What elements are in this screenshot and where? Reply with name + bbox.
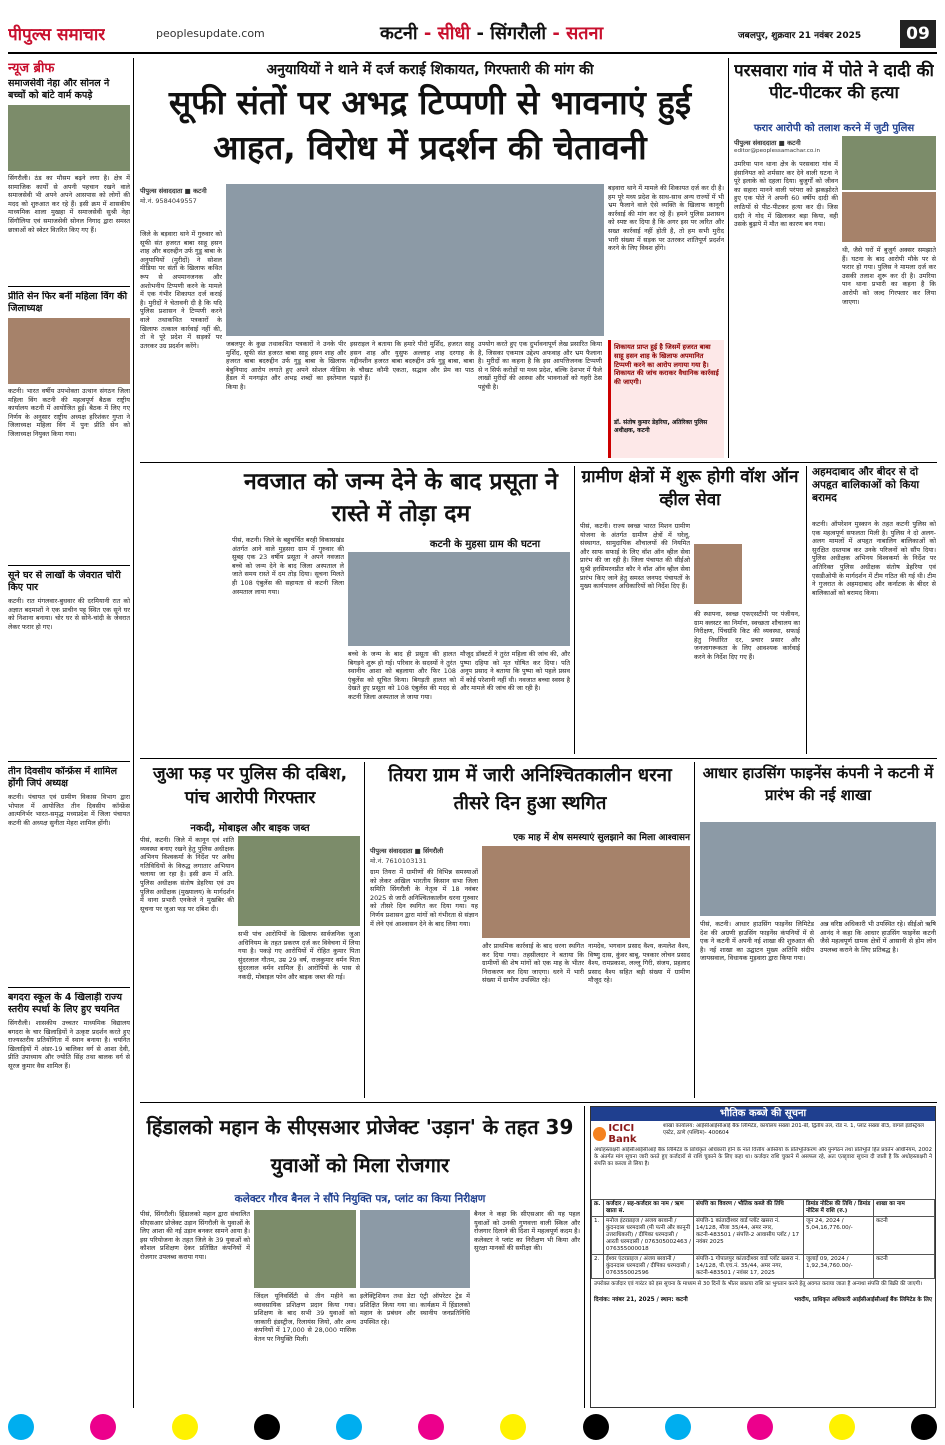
hindalco-body-4: बैनल ने कहा कि सीएसआर की यह पहल युवाओं को उनकी गुणवत्ता वाली स्किल और रोजगार दिलाने की दिशा में महत्वपूर्ण कदम है। कलेक्टर ने प्लांट का निरीक्षण भी किया और सुरक्षा मानकों की समीक्षा की।	[474, 1210, 580, 1253]
lead-quote-box	[608, 340, 724, 458]
color-registration-bar	[8, 1414, 937, 1440]
right-top-photo-2	[842, 192, 936, 242]
lead-body-3: इसराइल ने बताया कि हमारे पीरो मुर्शिद, हजरत साहू हसन शाह और युसुफ अल्लाह शाह दरगाह के गद्दीनशीन हजरत बाबा बदरुद्दीन उर्फ गुडू बाबा, बाबा के चौखट कौमी एकता, सद्भाव और प्रेम का पाठ पढ़ाते हैं।	[350, 340, 474, 383]
aadhar-headline: आधार हाउसिंग फाइनेंस कंपनी ने कटनी में प्रारंभ की नई शाखा	[702, 764, 934, 804]
news-brief-label: न्यूज ब्रीफ	[8, 61, 55, 76]
black-swatch-icon	[911, 1414, 937, 1440]
dateline: जबलपुर, शुक्रवार 21 नवंबर 2025	[738, 31, 862, 41]
brief-body-1: सिंगरौली। ठंड का मौसम बढ़ने लगा है। क्षेत्र में सामाजिक कार्यों से अपनी पहचान रखने वाले समाजसेवी भी अपने अपने आसपास को लोगों की मदद को शुरुआत कर रहे हैं। इसी क्रम में शासकीय माध्यमिक शाला मुखहा में समाजसेवी सुश्री नेहा सिंगौलिया एवं समाजसेवी सोनल निगाद द्वारा समस्त छात्राओं को स्वेटर वितरित किए गए हैं।	[8, 174, 130, 234]
gambling-body-1: पीसं, कटनी। जिले में कानून एवं शांति व्यवस्था बनाए रखने हेतु पुलिस अधीक्षक अभिनय विश्वकर्मा के निर्देश पर अवैध गतिविधियों के विरुद्ध लगातार अभियान चलाया जा रहा है। इसी क्रम में अति. पुलिस अधीक्षक संतोष डेहरिया एवं उप पुलिस अधीक्षक (मुख्यालय) के मार्गदर्शन में थाना प्रभारी एनकेजे ने मुखबिर की सूचना पर जुआ फड़ पर दबिश दी।	[140, 836, 234, 913]
lead-mobile: मो.नं. 9584049557	[140, 197, 197, 205]
newborn-subhead: कटनी के मुहसा ग्राम की घटना	[429, 539, 541, 550]
brief-title-5: बगदरा स्कूल के 4 खिलाड़ी राज्य स्तरीय स्पर्धा के लिए हुए चयनित	[8, 992, 123, 1015]
aadhar-photo	[700, 822, 936, 916]
right-top-email[interactable]: editor@peoplessamachar.co.in	[734, 148, 821, 154]
notice-col-5: शाखा का नाम	[874, 1200, 935, 1217]
newborn-body-1: पीसं, कटनी। जिले के बहुचर्चित बरही विकासखंड अंतर्गत आने वाले मुहसरा ग्राम में गुरुवार की सुबह एक 23 वर्षीय प्रसूता ने अपने नवजात बच्चे को जन्म देने के बाद जिला अस्पताल ले जाते समय रास्ते में दम तोड़ दिया। सूचना मिलते ही 108 एंबुलेंस की सहायता से कटनी जिला अस्पताल लाया गया।	[232, 536, 344, 596]
brief-photo-1	[8, 105, 130, 171]
aadhar-body-1: पीसं, कटनी। आधार हाउसिंग फाइनेंस लिमिटेड देश की अग्रणी हाउसिंग फाइनेंस कंपनियों में से एक ने कटनी में अपनी नई शाखा की शुरुआत की है। नई शाखा का उद्घाटन मुख्य अतिथि संदीप जायसवाल, विधायक मुड़वारा द्वारा किया गया।	[700, 920, 814, 963]
paper-name: पीपुल्स समाचार	[8, 25, 106, 45]
magenta-swatch-icon	[747, 1414, 773, 1440]
tiyara-subhead: एक माह में शेष समस्याएं सुलझाने का मिला आश्वासन	[513, 833, 690, 843]
yellow-swatch-icon	[172, 1414, 198, 1440]
yellow-swatch-icon	[500, 1414, 526, 1440]
tiyara-body-2: और प्राथमिक कार्रवाई के बाद धरना स्थगित कर दिया गया। तहसीलदार ने बताया कि ग्रामीणों की शेष मांगों को एक माह के भीतर निराकरण कर दिया जाएगा। धरने में भारी संख्या में ग्रामीण उपस्थित रहे।	[482, 942, 584, 985]
right-top-headline: परसवारा गांव में पोते ने दादी की पीट-पीटकर की हत्या	[734, 61, 934, 103]
tiyara-headline: तियरा ग्राम में जारी अनिश्चितकालीन धरना तीसरे दिन हुआ स्थगित	[388, 765, 672, 814]
brief-title-1: समाजसेवी नेहा और सोनल ने बच्चों को बांटे वार्म कपड़े	[8, 78, 110, 101]
city-singrauli: सिंगरौली	[490, 23, 547, 44]
notice-col-4: डिमांड नोटिस की तिथि / डिमांड नोटिस में राशि (रु.)	[804, 1200, 874, 1217]
notice-footer: उपरोक्त कर्जदार एवं गारंटर को इस सूचना के माध्यम से 30 दिनों के भीतर बकाया राशि का भुगतान करने हेतु अवगत कराया जाता है अन्यथा संपत्ति की बिक्री की जाएगी।	[594, 1281, 923, 1287]
brief-photo-2	[8, 318, 130, 384]
wash-headline: ग्रामीण क्षेत्रों में शुरू होगी वॉश ऑन व्हील सेवा	[581, 467, 799, 510]
notice-header: भौतिक कब्जे की सूचना	[591, 1107, 935, 1121]
notice-col-3: संपत्ति का विवरण / भौतिक कब्जे की तिथि	[694, 1200, 804, 1217]
lead-headline: सूफी संतों पर अभद्र टिप्पणी से भावनाएं हुई आहत, विरोध में प्रदर्शन की चेतावनी	[168, 83, 692, 167]
masthead	[8, 18, 937, 52]
wash-body-2: की स्थापना, स्वच्छ एफएसटीपी पर पंजीयन, ग्राम क्लस्टर का निर्माण, स्वच्छता शौचालय का निरीक्षण, पिंचग्रंथि किट की व्यवस्था, सफाई हेतु निर्धारित दर, प्रचार प्रसार और जनजागरूकता के लिए आवश्यक कार्रवाई करने के निर्देश दिए गए हैं।	[694, 610, 800, 661]
hindalco-body-3: इलेक्ट्रिशियन तथा डेटा एंट्री ऑपरेटर ट्रेड में प्रशिक्षित किया गया था। कार्यक्रम में हिंडालको महान के प्रबंधन और स्थानीय जनप्रतिनिधि उपस्थित रहे।	[360, 1292, 470, 1326]
notice-col-2: कर्जदार / सह-कर्जदार का नाम / ऋण खाता सं.	[604, 1200, 694, 1217]
newborn-body-2: बच्चे के जन्म के बाद ही प्रसूता की हालत बिगड़ने शुरू हो गई। परिवार के सदस्यों ने तुरंत स्थानीय आशा को बहलाया और फिर 108 एंबुलेंस को सूचित किया। बिगड़ती हालत को देखते हुए प्रसूता को 108 एंबुलेंस की मदद से कटनी जिला अस्पताल ले जाया गया।	[348, 650, 456, 701]
ahmedabad-headline: अहमदाबाद और बीदर से दो अपहृत बालिकाओं को किया बरामद	[812, 466, 920, 504]
hindalco-headline: हिंडालको महान के सीएसआर प्रोजेक्ट 'उड़ान' के तहत 39 युवाओं को मिला रोजगार	[146, 1115, 574, 1177]
icici-logo	[593, 1123, 663, 1145]
aadhar-body-2: अन्न वरिष्ठ अधिकारी भी उपस्थित रहे। सीईओ ऋषि आनंद ने कहा कि आधार हाउसिंग फाइनेंस कटनी जैसे महत्वपूर्ण ग्रामक क्षेत्रों में आसानी से होम लोन उपलब्ध कराने के लिए प्रतिबद्ध है।	[820, 920, 936, 954]
icici-logo-icon	[593, 1127, 606, 1141]
brief-title-2: प्रीति सेन फिर बनीं महिला विंग की जिलाध्यक्ष	[8, 291, 128, 314]
news-brief-column	[8, 58, 130, 1408]
lead-quote: शिकायत प्राप्त हुई है जिसमें हजरत बाबा साहू हसन शाह के खिलाफ अपमानित टिप्पणी करने का आरोप लगाया गया है। शिकायत की जांच कराकर वैधानिक कार्रवाई की जाएगी।	[614, 343, 719, 387]
hindalco-photo-1	[254, 1210, 356, 1288]
brief-body-4: कटनी। पंचायत एवं ग्रामीण विकास विभाग द्वारा भोपाल में आयोजित तीन दिवसीय कॉन्फ्रेंस आत्मनिर्भर भारत-समृद्ध मध्यप्रदेश में जिला पंचायत कटनी की अध्यक्ष सुनीता मेहरा शामिल होंगी।	[8, 793, 130, 827]
newborn-headline: नवजात को जन्म देने के बाद प्रसूता ने रास्ते में तोड़ा दम	[244, 469, 558, 527]
black-swatch-icon	[254, 1414, 280, 1440]
lead-quote-by: डॉ. संतोष कुमार डेहरिया, अतिरिक्त पुलिस अधीक्षक, कटनी	[614, 419, 708, 434]
edition-cities: कटनी - सीधी - सिंगरौली - सतना	[380, 23, 604, 44]
city-sidhi: सीधी	[437, 23, 471, 44]
lead-body-5: बड़वारा थाने में मामले की शिकायत दर्ज कर दी है। हम पूरे मध्य प्रदेश के साथ-साथ अन्य राज्यों में भी भ्रम फैलाने वाले ऐसे व्यक्ति के खिलाफ कानूनी कार्रवाई की मांग कर रहे हैं। हमने पुलिस प्रशासन को स्पष्ट कर दिया है कि अगर इस पर त्वरित और सख्त कार्रवाई नहीं होती है, तो हम सभी मुरीद भारी संख्या में सड़क पर उतरकर शांतिपूर्ण प्रदर्शन करने के लिए विवश होंगे।	[608, 184, 724, 253]
lead-body-2: जबलपुर के कुछ तथाकथित पत्रकारों ने उनके पीर मुर्शिद, सूफी संत हजरत बाबा साहू हसन शाह और हजरत बाबा बदरुद्दीन उर्फ गुडू बाबा के खिलाफ बेबुनियाद आरोप लगाते हुए अपने सोशल मीडिया हैंडल में मनगढ़ंत और अभद्र शब्दों का इस्तेमाल किया है।	[226, 340, 346, 391]
black-swatch-icon	[583, 1414, 609, 1440]
right-top-byline: पीपुल्स संवाददाता ■ कटनी	[734, 139, 801, 147]
table-row: 2. ईश्वर एंटरप्राइज / अंजय बरवानी / कुंदनदास धरमदासी / दीपिका धरमदासी / 076355002596 संपत्ति-1 गोपालपुर कांतादीश्वर वार्ड प्लॉट खसरा नं. 14/128, पी.एच.नं. 35/44, अमर नगर, कटनी-483501 / नवंबर 17, 2025 जुलाई 09, 2024 / 1,92,34,760.00/- कटनी	[592, 1255, 935, 1279]
cyan-swatch-icon	[665, 1414, 691, 1440]
page-number: 09	[900, 20, 936, 48]
notice-signatory: भवदीय, प्राधिकृत अधिकारी आईसीआईसीआई बैंक लिमिटेड के लिए	[794, 1297, 932, 1303]
tiyara-body-1: ग्राम तियरा में ग्रामीणों की विभिन्न समस्याओं को लेकर अखिल भारतीय किसान सभा जिला समिति सिंगरौली के नेतृत्व में 18 नवंबर 2025 से जारी अनिश्चितकालीन धरना गुरुवार को तीसरे दिन स्थगित कर दिया गया। यह निर्णय प्रशासन द्वारा मांगों को गंभीरता से संज्ञान में लेने एवं आश्वासन देने के बाद लिया गया।	[370, 868, 478, 928]
notice-date-place: दिनांक: नवंबर 21, 2025 / स्थान: कटनी	[594, 1297, 688, 1303]
hindalco-photo-2	[360, 1210, 470, 1288]
hindalco-body-1: पीसं, सिंगरौली। हिंडालको महान द्वारा संचालित सीएसआर प्रोजेक्ट उड़ान सिंगरौली के युवाओं के लिए आशा की नई उड़ान बनकर सामने आया है। इस परियोजना के तहत जिले के 39 युवाओं को कौशल प्रशिक्षण देकर प्रतिष्ठित कंपनियों में रोजगार उपलब्ध कराया गया।	[140, 1210, 250, 1261]
wash-body-1: पीसं, कटनी। राज्य स्वच्छ भारत मिशन ग्रामीण योजना के अंतर्गत ग्रामीण क्षेत्रों में घरेलू, संस्थागत, सामुदायिक शौचालयों की नियमित और साफ सफाई के लिए वॉश ऑन व्हील सेवा प्रारंभ की जा रही है। जिला पंचायत की सीईओ सुश्री हरसिमरनप्रीत कौर ने वॉश ऑन व्हील सेवा प्रारंभ किए जाने हेतु समस्त जनपद पंचायतों के मुख्य कार्यपालन अधिकारियों को निर्देश दिए हैं।	[580, 522, 690, 591]
right-top-subhead: फरार आरोपी को तलाश करने में जुटी पुलिस	[753, 123, 915, 134]
right-top-body-2: थी, जैसे घरों में बुजुर्ग अक्सर समझाते हैं। घटना के बाद आरोपी मौके पर से फरार हो गया। पुलिस ने मामला दर्ज कर उसकी तलाश शुरू कर दी है। उमरिया पान थाना प्रभारी का कहना है कि आरोपी को जल्द गिरफ्तार कर लिया जाएगा।	[842, 246, 936, 306]
cyan-swatch-icon	[336, 1414, 362, 1440]
newborn-photo	[348, 552, 570, 646]
hindalco-subhead: कलेक्टर गौरव बैनल ने सौंपे नियुक्ति पत्र, प्लांट का किया निरीक्षण	[234, 1193, 486, 1205]
brief-body-3: कटनी। रात मंगलवार-बुधवार की दरमियानी रात को अज्ञात बदमाशों ने एक प्राचीन पट्ट स्थित एक सूने घर को निशाना बनाया। चोर घर से सोने-चांदी के जेवरात लेकर फरार हो गए।	[8, 597, 130, 631]
ahmedabad-body: कटनी। ऑपरेशन मुस्कान के तहत कटनी पुलिस को एक महत्वपूर्ण सफलता मिली है। पुलिस ने दो अलग-अलग मामलों में अपहृत नाबालिग बालिकाओं को सुरक्षित दस्तयाब कर उनके परिजनों को सौंप दिया। पुलिस अधीक्षक अभिनय विश्वकर्मा के निर्देश पर अतिरिक्त पुलिस अधीक्षक संतोष डेहरिया एवं एसडीओपी के मार्गदर्शन में टीम गठित की गई थी। टीम ने गुजरात के अहमदाबाद और कर्नाटक के बीदर से बालिकाओं को बरामद किया।	[812, 520, 936, 597]
notice-intro: अधोहस्ताक्षरी आईसीआईसीआई बैंक लिमिटेड के प्राधिकृत अधिकारी होने के नाते वित्तीय आस्तियों के प्रतिभूतिकरण और पुनर्गठन तथा प्रतिभूति हित प्रवर्तन अधिनियम, 2002 के अंतर्गत मांग सूचना जारी करते हुए कर्जदारों से राशि चुकाने के लिए कहा था। कर्जदार राशि चुकाने में असफल रहे, अतः एतद्द्वारा सूचना दी जाती है कि अधोहस्ताक्षरी ने संपत्ति का कब्जा ले लिया है।	[594, 1147, 932, 1167]
lead-photo	[226, 184, 604, 336]
notice-table	[591, 1199, 935, 1279]
brief-title-3: सूने घर से लाखों के जेवरात चोरी किए पार	[8, 570, 121, 593]
lead-kicker: अनुयायियों ने थाने में दर्ज कराई शिकायत, गिरफ्तारी की मांग की	[266, 62, 594, 78]
newborn-body-3: मौजूद डॉक्टरों ने तुरंत महिला की जांच की, और पुष्पा दहिया को मृत घोषित कर दिया। पति अनूप प्रसाद ने बताया कि पुष्पा को पहले प्रसव में कोई परेशानी नहीं थी। नवजात बच्चा स्वस्थ है और मामले की जांच की जा रही है।	[460, 650, 570, 693]
wash-photo	[694, 544, 742, 604]
gambling-subhead: नकदी, मोबाइल और बाइक जब्त	[190, 823, 310, 834]
yellow-swatch-icon	[829, 1414, 855, 1440]
tiyara-byline: पीपुल्स संवाददाता ■ सिंगरौली	[370, 847, 444, 855]
gambling-headline: जुआ फड़ पर पुलिस की दबिश, पांच आरोपी गिरफ्तार	[152, 764, 348, 808]
notice-col-1: क्र.	[592, 1200, 604, 1217]
brief-title-4: तीन दिवसीय कॉन्फ्रेंस में शामिल होंगी जिपं अध्यक्ष	[8, 766, 118, 789]
icici-bank-name: ICICI Bank	[608, 1123, 637, 1145]
hindalco-body-2: जिंदल यूनिवर्सिटी से तीन महीने का व्यावसायिक प्रशिक्षण प्रदान किया गया। प्रशिक्षण के बाद सभी 39 युवाओं को जाकारी इंडस्ट्रीज, रिलायंस जियो, और अन्य कंपनियों में 17,000 से 28,000 मासिक वेतन पर नियुक्ति मिली।	[254, 1292, 356, 1343]
lead-body-4: उपयोग करते हुए एक दुर्भावनापूर्ण लेख प्रसारित किया है, जिसका एकमात्र उद्देश्य अफवाह और भ्रम फैलाना है। मुरीदों का कहना है कि इस आपत्तिजनक टिप्पणी से न सिर्फ करोड़ों या मध्य प्रदेश, बल्कि देशभर में फैले लाखों मुरीदों की आस्था और भावनाओं को गहरी ठेस पहुंची है।	[478, 340, 602, 391]
notice-branch: शाखा कार्यालय: आईसीआईसीआई बैंक लिमिटेड, कार्यालय संख्या 201-बी, द्वितीय तल, रोड नं. 1, प्लांट संख्या बी3, वागले इंडस्ट्रियल एस्टेट, ठाणे (पश्चिम)- 400604	[663, 1123, 924, 1136]
city-katni: कटनी	[380, 23, 418, 44]
masthead-rule	[8, 52, 937, 54]
gambling-body-2: सभी पांच आरोपियों के खिलाफ सार्वजनिक जुआ अधिनियम के तहत प्रकरण दर्ज कर विवेचना में लिया गया है। पकड़े गए आरोपियों में रोहित कुमार पिता सुंदरलाल गौतम, उम्र 29 वर्ष, राजकुमार वर्मन पिता सुंदरलाल वर्मन शामिल हैं। आरोपियों के पास से नकदी, मोबाइल फोन और बाइक जब्त की गई।	[238, 930, 360, 981]
cyan-swatch-icon	[8, 1414, 34, 1440]
legal-notice	[590, 1106, 936, 1408]
gambling-photo	[238, 836, 360, 926]
website[interactable]: peoplesupdate.com	[156, 27, 265, 40]
right-top-photo-1	[842, 136, 936, 190]
brief-body-2: कटनी। भारत वर्षीय उपभोक्ता उत्थान संगठन जिला महिला विंग कटनी की महत्वपूर्ण बैठक राष्ट्रीय कार्यालय कटनी में आयोजित हुई। बैठक में लिए गए निर्णय के अनुसार राष्ट्रीय अध्यक्ष हरिशंकर गुप्ता ने जिलाध्यक्ष महिला विंग में पुनः प्रीति सेन को जिलाध्यक्ष नियुक्त किया गया।	[8, 387, 130, 438]
table-row: 1. मनोज इंटरप्राइज / अजय बरवानी / कुंदनदास धरमदासी (मी पत्नी और कानूनी उत्तराधिकारी) / दीपिका धरमदासी / आरती धरमदासी / 076305002463 / 076355000018 संपत्ति-1 कांतादीश्वर वार्ड प्लॉट खसरा नं. 14/128, मौजा 35/44, अमर नगर, कटनी-483501 / संपत्ति-2 आवासीय प्लॉट / 17 नवंबर 2025 जून 24, 2024 / 5,04,16,776.00/- कटनी	[592, 1217, 935, 1255]
magenta-swatch-icon	[90, 1414, 116, 1440]
tiyara-mobile: मो.नं. 7610103131	[370, 857, 427, 865]
right-top-body-1: उमरिया पान थाना क्षेत्र के परसवारा गांव में इंसानियत को शर्मसार कर देने वाली घटना ने पूरे इलाके को दहला दिया। बुजुर्गों को जीवन का सहारा मानने वाली परंपरा को झकझोरते हुए एक पोते ने अपनी 60 वर्षीय दादी की लाठियों से पीट-पीटकर हत्या कर दी। जिस दादी ने गोद में खिलाकर बड़ा किया, वही उसके बुढ़ापे में मौत का कारण बन गया।	[734, 160, 838, 229]
city-satna: सतना	[566, 23, 604, 44]
lead-body-1: जिले के बड़वारा थाने में गुरुवार को सूफी संत हजरत बाबा साहू हसन शाह और बदरुद्दीन उर्फ गुडू बाबा के अनुयायियों (मुरीदों) ने सोशल मीडिया पर संतों के खिलाफ कथित रूप से अपमानजनक और अशोभनीय टिप्पणी करने के मामले में एक गंभीर शिकायत दर्ज कराई है। मुरीदों ने चेतावनी दी है कि यदि पुलिस प्रशासन ने टिप्पणी करने वाले तथाकथित पत्रकारों के खिलाफ तत्काल कार्रवाई नहीं की, तो वे पूरे प्रदेश में सड़कों पर उतरकर उग्र प्रदर्शन करेंगे।	[140, 230, 222, 350]
tiyara-photo	[482, 846, 690, 938]
tiyara-body-3: नामदेव, भगवान प्रसाद वैश्य, कमलेश वैश्य, विष्णु दास, कुंवर बाबू, पत्रकार लोचन प्रसाद वैश्य, रामप्रकाश, लल्लू गिरी, संजय, प्रहलाद प्रसाद वैश्य सहित बड़ी संख्या में ग्रामीण मौजूद रहे।	[588, 942, 690, 985]
magenta-swatch-icon	[418, 1414, 444, 1440]
lead-byline: पीपुल्स संवाददाता ■ कटनी	[140, 187, 207, 195]
brief-body-5: सिंगरौली। शासकीय उच्चतर माध्यमिक विद्यालय बगदरा के चार खिलाड़ियों ने उत्कृष्ट प्रदर्शन करते हुए राज्यस्तरीय प्रतियोगिता में स्थान बनाया है। चयनित खिलाड़ियों में अंडर-19 बालिका वर्ग से आशा देवी, प्रीति उपाध्याय और ज्योति सिंह तथा बालक वर्ग से सूरज कुमार वैस शामिल हैं।	[8, 1019, 130, 1070]
